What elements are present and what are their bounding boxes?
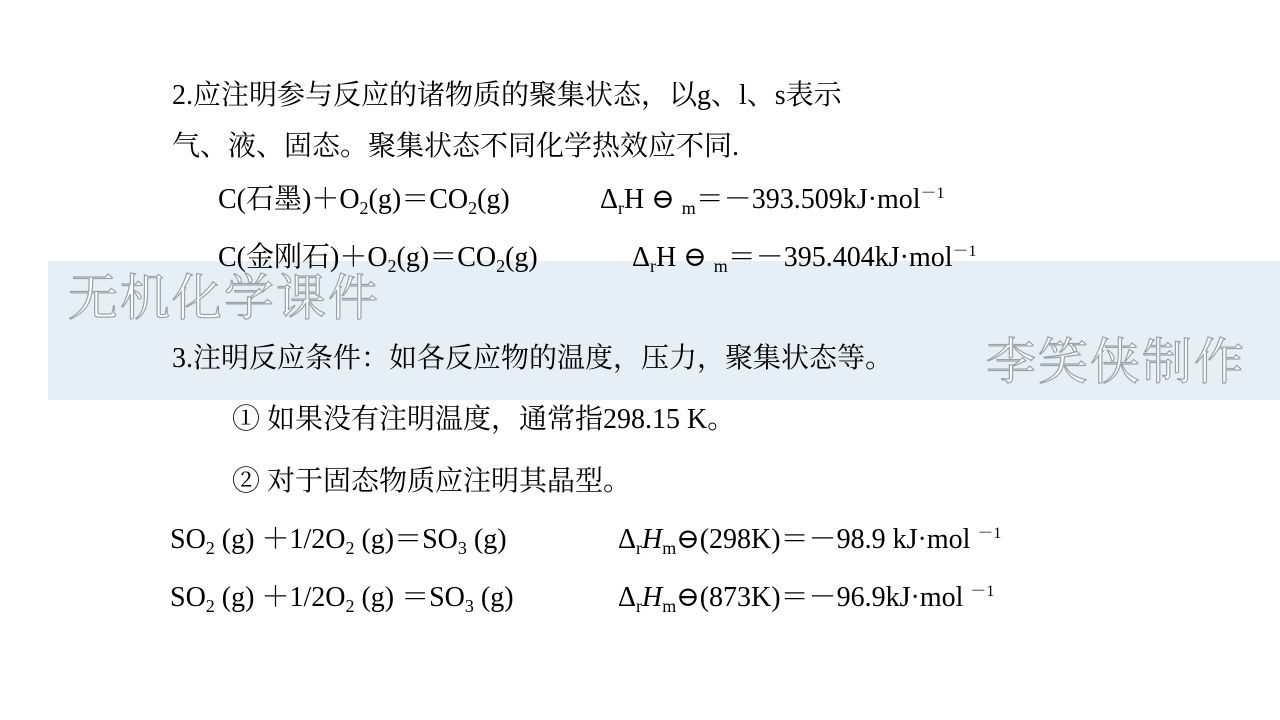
- point2-line2: 气、液、固态。聚集状态不同化学热效应不同.: [172, 131, 740, 162]
- eq2-delta: Δ: [632, 242, 651, 273]
- eq4-h: H: [642, 582, 663, 613]
- eq1-m: m: [681, 198, 696, 218]
- eq3-value: ⊖(298K)＝－98.9 kJ·mol: [676, 524, 978, 555]
- point3: 3.注明反应条件：如各反应物的温度，压力，聚集状态等。: [172, 343, 894, 374]
- eq2-value: ＝－395.404kJ·mol: [727, 242, 953, 273]
- watermark-right: 李笑侠制作: [986, 333, 1246, 391]
- eq2-h: H ⊖: [656, 242, 714, 273]
- eq3-a: SO: [170, 524, 206, 555]
- eq1-delta: Δ: [600, 184, 619, 215]
- eq4-a-sub: 2: [205, 596, 215, 616]
- equation-so3-873: [170, 580, 514, 616]
- eq1-value: ＝－393.509kJ·mol: [695, 184, 921, 215]
- eq3-h: H: [642, 524, 663, 555]
- eq1-exp: －1: [920, 185, 945, 202]
- sub-point-2: ② 对于固态物质应注明其晶型。: [232, 466, 632, 497]
- eq4-c-sub: 3: [464, 596, 474, 616]
- eq3-b-sub: 2: [345, 538, 355, 558]
- eq2-exp: －1: [952, 243, 977, 260]
- eq2-sub1: 2: [387, 256, 397, 276]
- eq3-a-sub: 2: [205, 538, 215, 558]
- eq1-r: r: [618, 198, 625, 218]
- enthalpy-298: [618, 522, 1001, 558]
- watermark-left: 无机化学课件: [68, 269, 380, 327]
- eq3-c: (g)＝SO: [354, 524, 458, 555]
- eq4-d: (g): [473, 582, 514, 613]
- eq3-d: (g): [466, 524, 507, 555]
- eq3-delta: Δ: [618, 524, 637, 555]
- eq2-lhs-a: C(金刚石)＋O: [218, 242, 388, 273]
- eq3-r: r: [636, 538, 643, 558]
- eq3-m: m: [662, 538, 677, 558]
- eq3-exp: －1: [977, 525, 1002, 542]
- eq4-c: (g) ＝SO: [354, 582, 465, 613]
- eq4-a: SO: [170, 582, 206, 613]
- eq1-h: H ⊖: [624, 184, 682, 215]
- eq1-sub1: 2: [359, 198, 369, 218]
- eq1-lhs-c: (g): [477, 184, 510, 215]
- eq1-lhs-a: C(石墨)＋O: [218, 184, 360, 215]
- eq4-m: m: [662, 596, 677, 616]
- eq4-b: (g) ＋1/2O: [214, 582, 346, 613]
- enthalpy-graphite: [600, 182, 945, 218]
- eq3-c-sub: 3: [457, 538, 467, 558]
- equation-so3-298: [170, 522, 507, 558]
- eq4-r: r: [636, 596, 643, 616]
- eq3-b: (g) ＋1/2O: [214, 524, 346, 555]
- equation-graphite: [218, 182, 510, 218]
- eq2-lhs-b: (g)＝CO: [396, 242, 497, 273]
- eq2-lhs-c: (g): [505, 242, 538, 273]
- enthalpy-873: [618, 580, 994, 616]
- eq2-sub2: 2: [496, 256, 506, 276]
- eq2-r: r: [650, 256, 657, 276]
- eq4-value: ⊖(873K)＝－96.9kJ·mol: [676, 582, 971, 613]
- eq2-m: m: [713, 256, 728, 276]
- point2-line1: 2.应注明参与反应的诸物质的聚集状态，以g、l、s表示: [172, 80, 842, 111]
- eq1-lhs-b: (g)＝CO: [368, 184, 469, 215]
- eq1-sub2: 2: [468, 198, 478, 218]
- eq4-b-sub: 2: [345, 596, 355, 616]
- enthalpy-diamond: [632, 240, 977, 276]
- sub-point-1: ① 如果没有注明温度，通常指298.15 K。: [232, 404, 736, 435]
- eq4-exp: －1: [970, 583, 995, 600]
- eq4-delta: Δ: [618, 582, 637, 613]
